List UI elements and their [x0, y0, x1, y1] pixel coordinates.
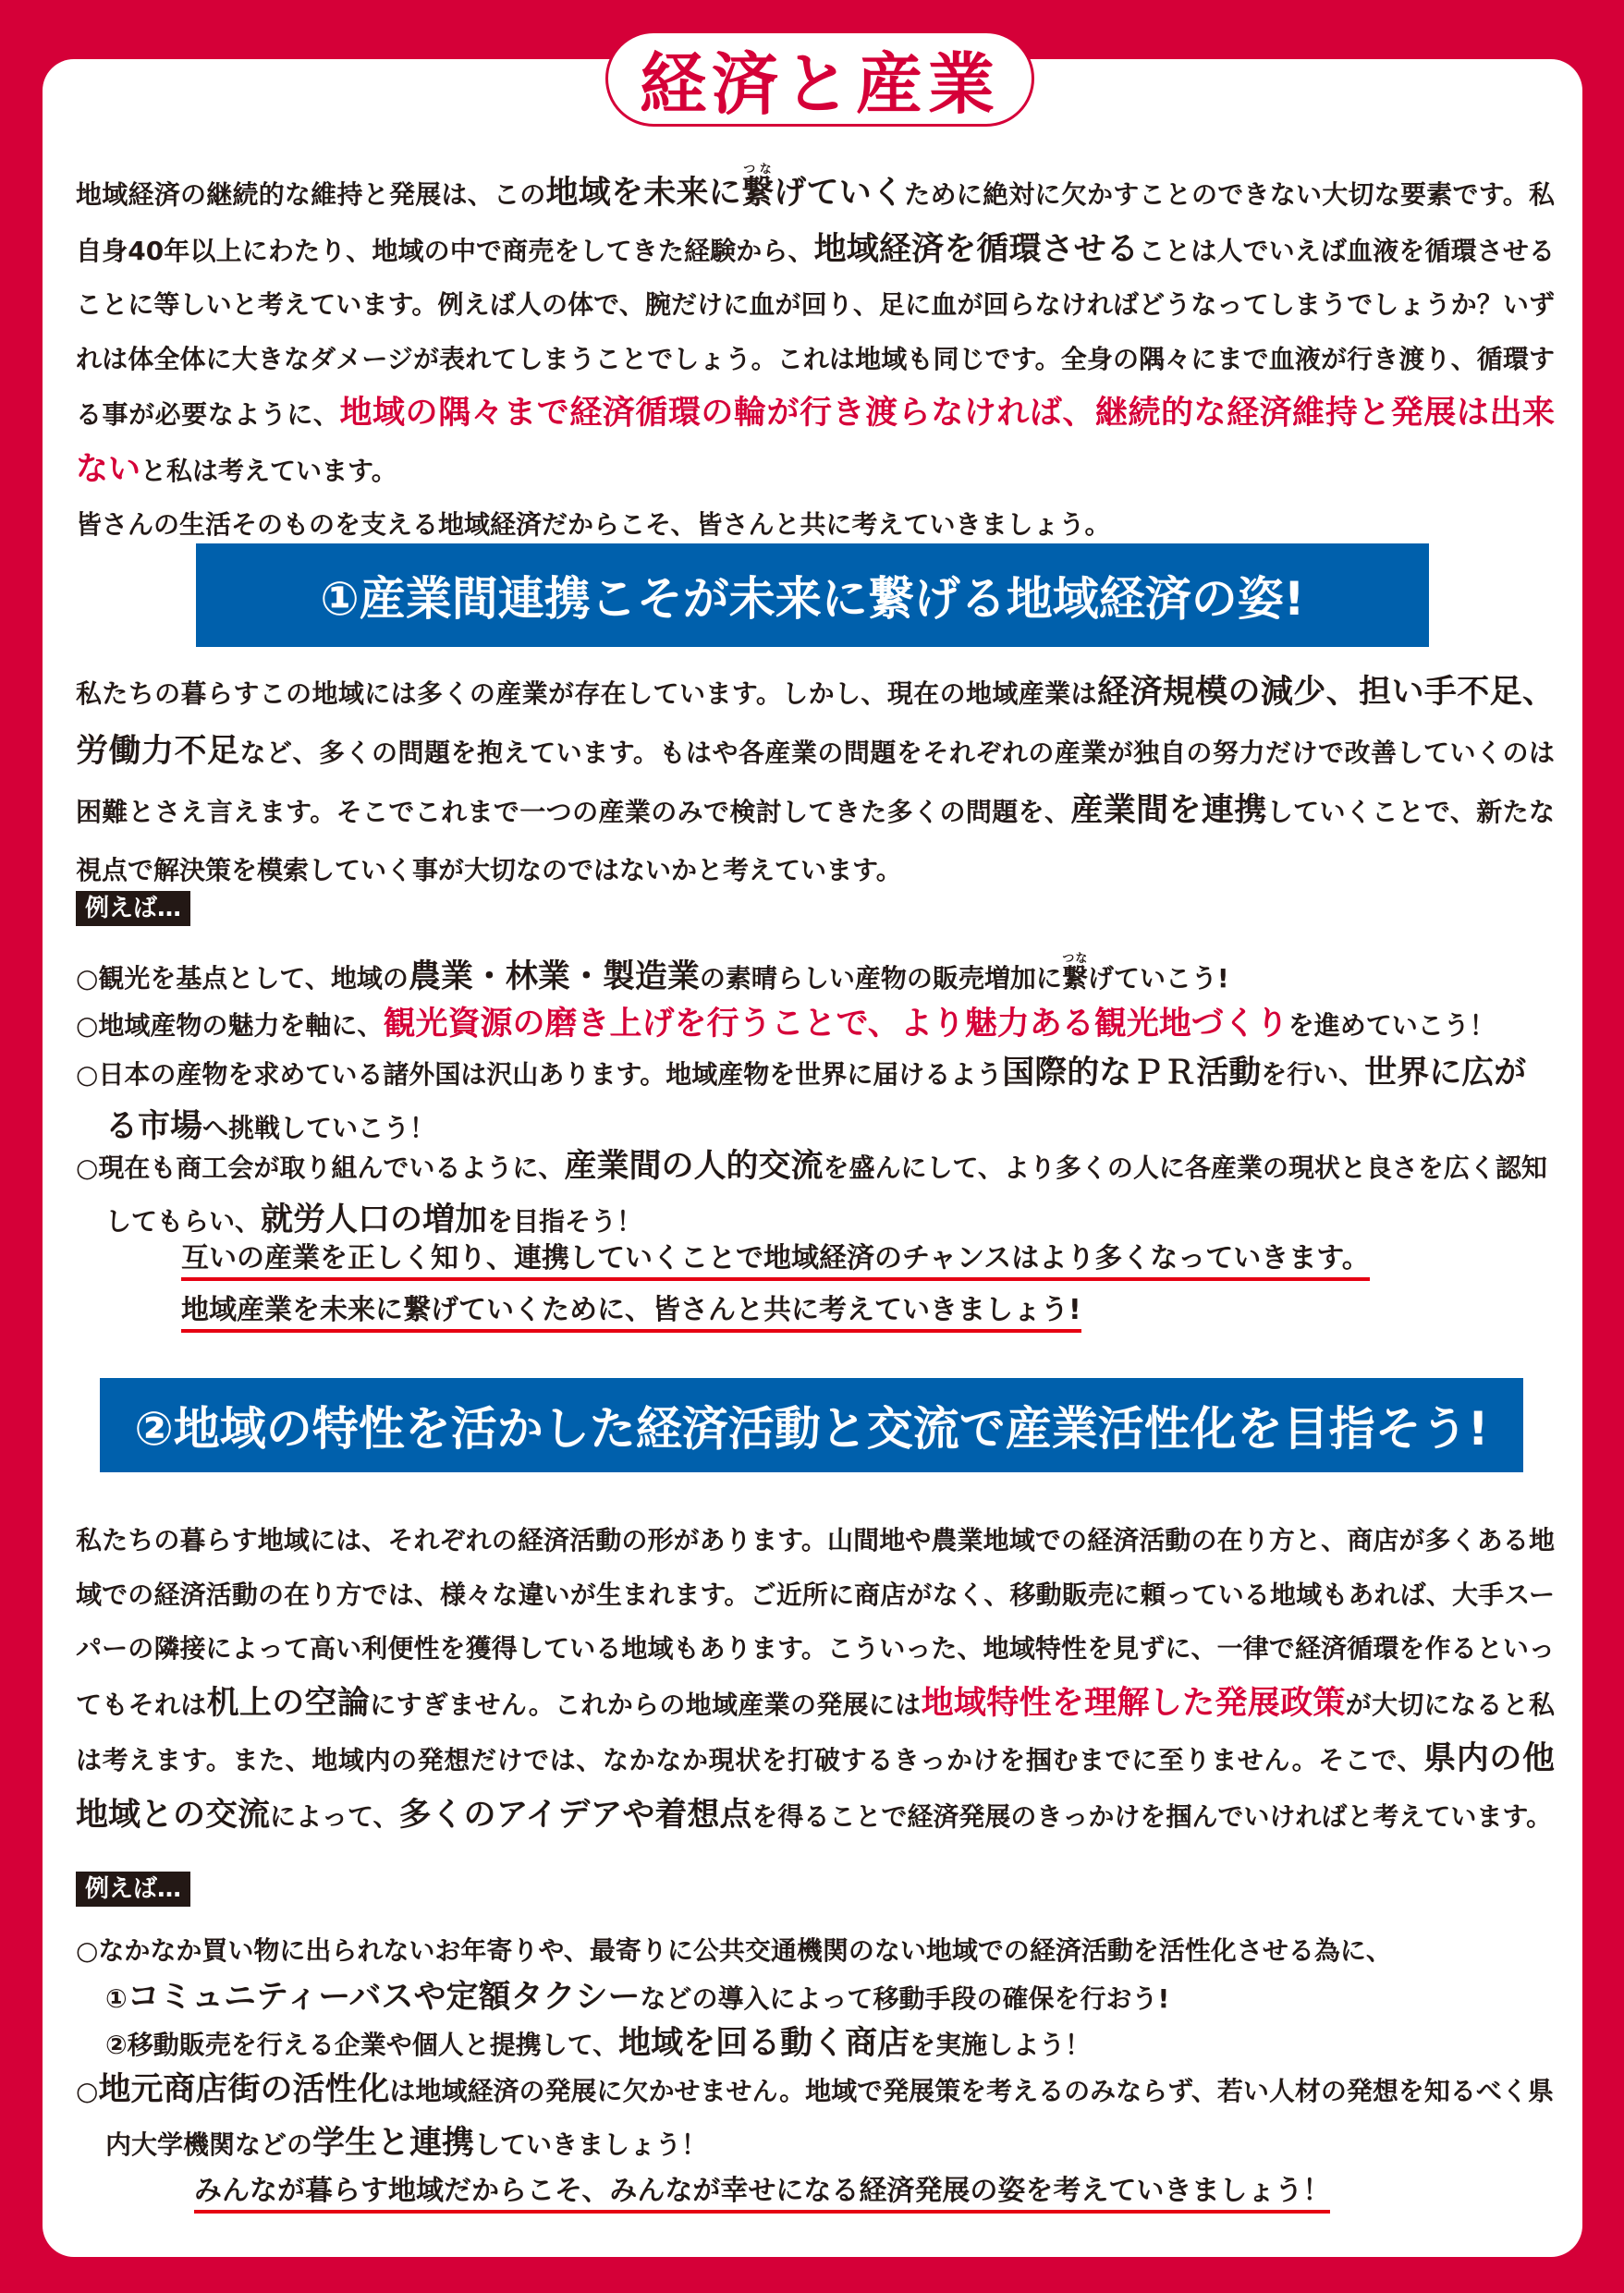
- body-text: していくことで、新たな視点で解決策を模索していく事が大切なのではないかと考えています。: [76, 797, 1555, 885]
- section2-heading-banner: [100, 1378, 1523, 1472]
- page-title: 経済と産業: [639, 45, 1000, 123]
- ruby-reading: つな: [740, 163, 774, 177]
- body-text: にすぎません。これからの地域産業の発展には: [370, 1689, 922, 1720]
- body-text: げていこう!: [1087, 963, 1229, 994]
- body-text: の素晴らしい産物の販売増加に: [699, 963, 1062, 994]
- emphasis-text: 経済規模の減少、担い手不足、労働力不足: [76, 674, 1555, 770]
- section2-example-label: 例えば…: [76, 1872, 190, 1907]
- ruby-reading: つな: [1061, 952, 1088, 966]
- emphasis-text: 産業間を連携: [1070, 792, 1267, 829]
- section2-item: [76, 1927, 1555, 1979]
- body-text: 私たちの暮らす地域には、それぞれの経済活動の形があります。山間地や農業地域での経済活動の在り方と、商店が多くある地域での経済活動の在り方では、様々な違いが生まれます。ご近所に商店がなく、移動販売に頼っている地域もあれば、大手スーパーの隣接によって高い利便性を獲得している地域もあります。こういった、地域特性を見ずに、一律で経済循環を作るといってもそれは: [76, 1525, 1555, 1720]
- body-text: 地域経済の継続的な維持と発展は、この: [76, 179, 546, 210]
- body-text: が大切になると私は考えます。また、地域内の発想だけでは、なかなか現状を打破するきっかけを掴むまでに至りません。そこで、: [76, 1689, 1555, 1775]
- ruby-base: 繋: [1061, 963, 1088, 994]
- section1-item: [76, 1142, 1555, 1250]
- section1-paragraph: [76, 665, 1555, 901]
- emphasis-text: 学生と連携: [312, 2125, 475, 2162]
- body-text: などの導入によって移動手段の確保を行おう!: [640, 1983, 1170, 2014]
- emphasis-text: 県内の他地域との交流: [76, 1740, 1555, 1834]
- body-text: によって、: [270, 1800, 399, 1832]
- section1-example-label: 例えば…: [76, 891, 190, 926]
- body-text: ○現在も商工会が取り組んでいるように、: [76, 1153, 565, 1183]
- section1-heading-banner: [196, 543, 1429, 647]
- body-text: ②移動販売を行える企業や個人と提携して、: [105, 2030, 619, 2060]
- body-text: を得ることで経済発展のきっかけを掴んでいければと考えています。: [751, 1800, 1553, 1832]
- body-text: を盛んにして、より多くの人に各産業の現状と良さを広く認知してもらい、: [105, 1153, 1547, 1237]
- intro-paragraph: [76, 163, 1555, 555]
- section2-paragraph: [76, 1516, 1555, 1846]
- body-text: を進めていこう！: [1288, 1010, 1496, 1041]
- body-text: ために絶対に欠かすことのできない大切な要素です。私自身40年以上にわたり、地域の中で商売をしてきた経験から、: [76, 179, 1555, 266]
- section1-item: [76, 1000, 1555, 1054]
- emphasis-text: 地域経済を循環させる: [813, 230, 1139, 268]
- emphasis-red-text: 地域特性を理解した発展政策: [921, 1684, 1346, 1722]
- page-title-badge: [605, 30, 1034, 127]
- body-text: へ挑戦していこう！: [202, 1113, 436, 1143]
- section2-closing-line: みんなが暮らす地域だからこそ、みんなが幸せになる経済発展の姿を考えていきましょう！: [194, 2167, 1330, 2214]
- body-text: を行い、: [1261, 1059, 1365, 1090]
- body-text: ○なかなか買い物に出られないお年寄りや、最寄りに公共交通機関のない地域での経済活動を活性化させる為に、: [76, 1935, 1392, 1966]
- ruby-base: 繋: [740, 175, 775, 212]
- body-text: と私は考えています。: [140, 455, 397, 486]
- section1-item: [76, 1049, 1555, 1156]
- emphasis-red-text: 地域の隅々まで経済循環の輪が行き渡らなければ、継続的な経済維持と発展は出来ない: [76, 395, 1555, 488]
- emphasis-text: 就労人口の増加: [261, 1201, 488, 1238]
- section1-closing-line: 互いの産業を正しく知り、連携していくことで地域経済のチャンスはより多くなっていきます。: [181, 1235, 1370, 1281]
- emphasis-text: 多くのアイデアや着想点: [398, 1796, 752, 1834]
- emphasis-text: コミュニティーバスや定額タクシー: [127, 1979, 641, 2016]
- emphasis-text: 農業・林業・製造業: [408, 958, 700, 995]
- emphasis-text: 地域を回る動く商店: [618, 2025, 910, 2062]
- body-text: [1061, 952, 1088, 994]
- body-text: など、多くの問題を抱えています。もはや各産業の問題をそれぞれの産業が独自の努力だけで改善していくのは困難とさえ言えます。そこでこれまで一つの産業のみで検討してきた多くの問題を、: [76, 738, 1555, 827]
- body-text: 私たちの暮らすこの地域には多くの産業が存在しています。しかし、現在の地域産業は: [76, 678, 1097, 709]
- body-text: ○地域産物の魅力を軸に、: [76, 1010, 384, 1041]
- body-text: は地域経済の発展に欠かせません。地域で発展策を考えるのみならず、若い人材の発想を知るべく県内大学機関などの: [105, 2076, 1554, 2160]
- section2-heading: ②地域の特性を活かした経済活動と交流で産業活性化を目指そう!: [134, 1402, 1489, 1456]
- emphasis-text: [740, 163, 775, 212]
- emphasis-text: 産業間の人的交流: [564, 1148, 824, 1185]
- section2-item: [76, 2066, 1555, 2173]
- emphasis-text: 地元商店街の活性化: [98, 2071, 390, 2108]
- body-text: を目指そう！: [487, 1206, 643, 1237]
- body-text: を実施しよう！: [910, 2030, 1092, 2060]
- section1-closing-line: 地域産業を未来に繋げていくために、皆さんと共に考えていきましょう!: [181, 1287, 1081, 1333]
- body-text: ことは人でいえば血液を循環させることに等しいと考えています。例えば人の体で、腕だけに血が回り、足に血が回らなければどうなってしまうでしょうか？いずれは体全体に大きなダメージが表れてしまうことでしょう。これは地域も同じです。全身の隅々にまで血液が行き渡り、循環する事が必要なように、: [76, 235, 1555, 430]
- emphasis-text: 国際的なＰＲ活動: [1002, 1055, 1262, 1092]
- emphasis-text: 世界に広がる市場: [105, 1055, 1527, 1145]
- emphasis-text: 机上の空論: [206, 1684, 371, 1722]
- body-text: していきましょう！: [474, 2129, 708, 2160]
- body-text: ①: [105, 1983, 128, 2014]
- body-text: ○観光を基点として、地域の: [76, 963, 409, 994]
- section1-item: [76, 952, 1555, 1006]
- body-text: ○: [76, 2076, 99, 2106]
- body-text: 皆さんの生活そのものを支える地域経済だからこそ、皆さんと共に考えていきましょう。: [76, 509, 1111, 540]
- section1-heading: ①産業間連携こそが未来に繋げる地域経済の姿!: [320, 572, 1305, 626]
- emphasis-text: げていく: [774, 175, 905, 212]
- emphasis-red-text: 観光資源の磨き上げを行うことで、より魅力ある観光地づくり: [383, 1006, 1288, 1043]
- body-text: ○日本の産物を求めている諸外国は沢山あります。地域産物を世界に届けるよう: [76, 1059, 1003, 1090]
- emphasis-text: 地域を未来に: [545, 175, 741, 212]
